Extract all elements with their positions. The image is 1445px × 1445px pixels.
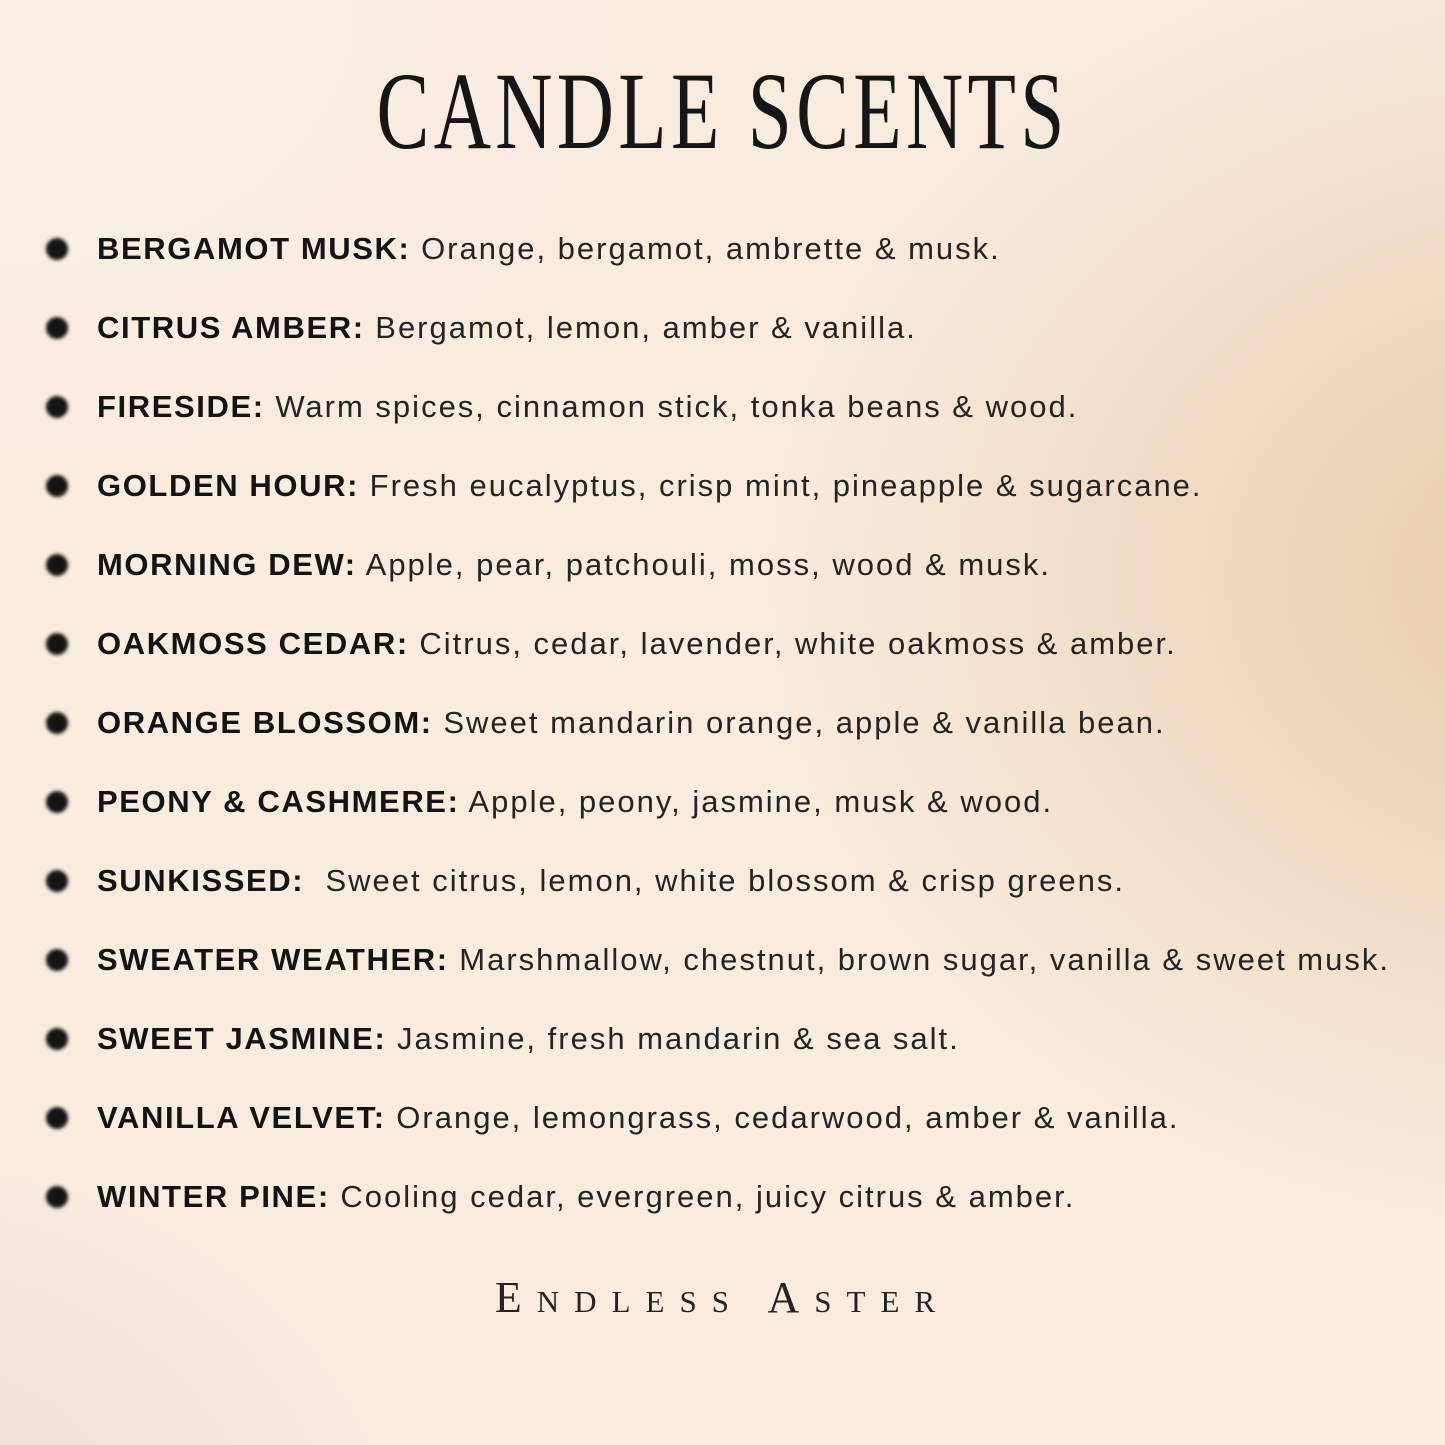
- bullet-icon: [46, 396, 68, 418]
- scent-list-item: [46, 862, 1397, 900]
- scent-description: Sweet mandarin orange, apple & vanilla bean.: [443, 705, 1166, 740]
- bullet-icon: [46, 870, 68, 892]
- bullet-icon: [46, 712, 68, 734]
- bullet-icon: [46, 317, 68, 339]
- scent-name: ORANGE BLOSSOM:: [97, 705, 433, 740]
- bullet-icon: [46, 791, 68, 813]
- scent-list-item: [46, 388, 1397, 426]
- scent-list-item: [46, 1178, 1397, 1216]
- scent-text: [97, 546, 1051, 584]
- scent-description: Fresh eucalyptus, crisp mint, pineapple & sugarcane.: [369, 468, 1203, 503]
- bullet-icon: [46, 475, 68, 497]
- scent-list: [0, 230, 1445, 1216]
- scent-list-item: [46, 1099, 1397, 1137]
- scent-description: Orange, lemongrass, cedarwood, amber & vanilla.: [396, 1100, 1180, 1135]
- bullet-icon: [46, 238, 68, 260]
- scent-text: [97, 941, 1390, 979]
- scent-text: [97, 704, 1166, 742]
- scent-text: [97, 783, 1053, 821]
- scent-name: VANILLA VELVET:: [97, 1100, 386, 1135]
- scent-text: [97, 1099, 1180, 1137]
- scent-list-item: [46, 625, 1397, 663]
- scent-description: Jasmine, fresh mandarin & sea salt.: [397, 1021, 960, 1056]
- scent-name: MORNING DEW:: [97, 547, 357, 582]
- scent-description: Bergamot, lemon, amber & vanilla.: [375, 310, 917, 345]
- scent-list-item: [46, 941, 1397, 979]
- scent-description: Marshmallow, chestnut, brown sugar, vanilla & sweet musk.: [459, 942, 1390, 977]
- scent-list-item: [46, 309, 1397, 347]
- bullet-icon: [46, 1186, 68, 1208]
- scent-description: Orange, bergamot, ambrette & musk.: [421, 231, 1001, 266]
- scent-name: SUNKISSED:: [97, 863, 305, 898]
- page-title: CANDLE SCENTS: [376, 50, 1069, 172]
- brand-name: Endless Aster: [494, 1273, 951, 1322]
- scent-text: [97, 467, 1203, 505]
- bullet-icon: [46, 1028, 68, 1050]
- scent-description: Citrus, cedar, lavender, white oakmoss & amber.: [419, 626, 1177, 661]
- scent-list-item: [46, 546, 1397, 584]
- scent-description: Apple, peony, jasmine, musk & wood.: [468, 784, 1054, 819]
- scent-name: SWEATER WEATHER:: [97, 942, 449, 977]
- scent-name: FIRESIDE:: [97, 389, 265, 424]
- bullet-icon: [46, 633, 68, 655]
- scent-text: [97, 1178, 1075, 1216]
- scent-description: Cooling cedar, evergreen, juicy citrus & amber.: [340, 1179, 1076, 1214]
- scent-description: Apple, pear, patchouli, moss, wood & musk.: [365, 547, 1052, 582]
- bullet-icon: [46, 1107, 68, 1129]
- scent-text: [97, 388, 1078, 426]
- scent-list-item: [46, 230, 1397, 268]
- scent-name: SWEET JASMINE:: [97, 1021, 387, 1056]
- scent-list-item: [46, 783, 1397, 821]
- scent-description: Sweet citrus, lemon, white blossom & crisp greens.: [314, 863, 1125, 898]
- scent-text: [97, 1020, 960, 1058]
- scent-description: Warm spices, cinnamon stick, tonka beans & wood.: [275, 389, 1079, 424]
- scent-list-item: [46, 467, 1397, 505]
- scent-text: [97, 309, 917, 347]
- scent-name: OAKMOSS CEDAR:: [97, 626, 409, 661]
- scent-text: [97, 625, 1177, 663]
- scent-list-item: [46, 1020, 1397, 1058]
- bullet-icon: [46, 554, 68, 576]
- scent-list-item: [46, 704, 1397, 742]
- scent-text: [97, 862, 1125, 900]
- scent-name: BERGAMOT MUSK:: [97, 231, 411, 266]
- brand-wrapper: [0, 1273, 1445, 1322]
- bullet-icon: [46, 949, 68, 971]
- scent-name: CITRUS AMBER:: [97, 310, 365, 345]
- page-title-wrapper: [0, 0, 1445, 172]
- scent-text: [97, 230, 1001, 268]
- scent-name: PEONY & CASHMERE:: [97, 784, 460, 819]
- scent-name: WINTER PINE:: [97, 1179, 330, 1214]
- scent-name: GOLDEN HOUR:: [97, 468, 360, 503]
